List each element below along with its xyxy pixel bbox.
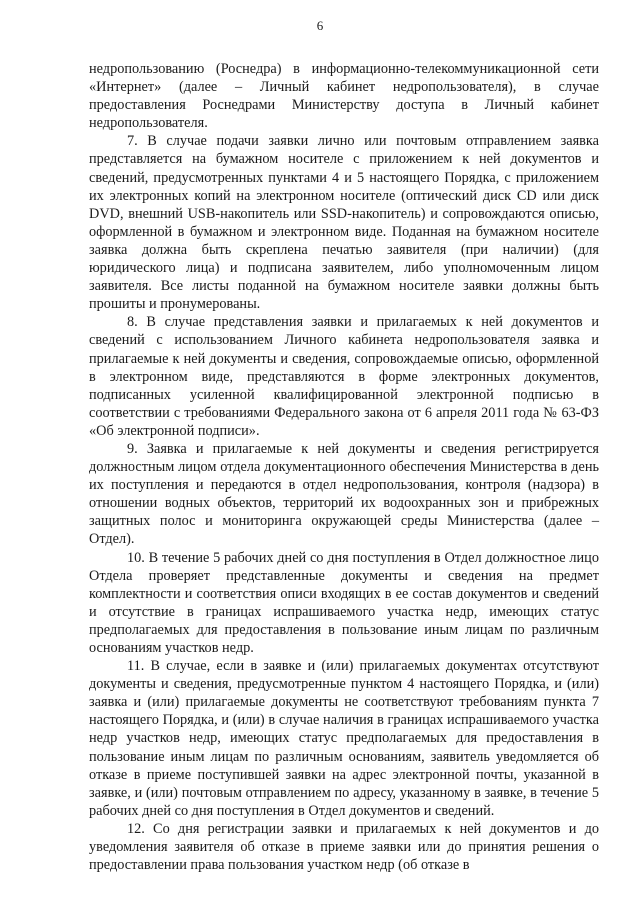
page-number: 6 (316, 18, 324, 33)
paragraph-continuation: недропользованию (Роснедра) в информационно-телекоммуникационной сети «Интернет» (далее – Личный кабинет недропользователя), в случае предоставления Роснедрами Министерству доступа в Личный кабинет недропользователя. (89, 61, 599, 132)
paragraph-item-9: 9. Заявка и прилагаемые к ней документы и сведения регистрируется должностным лицом отдела документационного обеспечения Министерства в день их поступления и передаются в отдел недропользования, контроля (надзора) в отношении водных объектов, территорий их водоохранных зон и прибрежных защитных полос и мониторинга окружающей среды Министерства (далее – Отдел). (89, 440, 599, 548)
paragraph-item-11: 11. В случае, если в заявке и (или) прилагаемых документах отсутствуют документы и сведения, предусмотренные пунктом 4 настоящего Порядка, и (или) заявка и (или) прилагаемые документы не соответствуют требованиям пункта 7 настоящего Порядка, и (или) в случае наличия в границах испрашиваемого участка недр участков недр, имеющих статус предполагаемых для предоставления в пользование иным лицам по различным основаниям, заявитель уведомляется об отказе в приеме поступившей заявки на адрес электронной почты, указанной в заявке, и (или) почтовым отправлением по адресу, указанному в заявке, в течение 5 рабочих дней со дня поступления в Отдел документов и сведений. (89, 658, 599, 819)
paragraph-item-8: 8. В случае представления заявки и прилагаемых к ней документов и сведений с использованием Личного кабинета недропользователя заявка и прилагаемые к ней документы и сведения, сопровождаемые описью, оформленной в электронном виде, представляются в форме электронных документов, подписанных усиленной квалифицированной электронной подписью в соответствии с требованиями Федерального закона от 6 апреля 2011 года № 63-ФЗ «Об электронной подписи». (89, 314, 599, 439)
document-body (89, 60, 599, 874)
paragraph-item-10: 10. В течение 5 рабочих дней со дня поступления в Отдел должностное лицо Отдела проверяет представленные документы и сведения на предмет комплектности и соответствия описи входящих в ее состав документов и сведений и отсутствие в границах испрашиваемого участка недр, имеющих статус предполагаемых для предоставления в пользование иным лицам по различным основаниям участков недр. (89, 549, 599, 656)
paragraph-item-12: 12. Со дня регистрации заявки и прилагаемых к ней документов и до уведомления заявителя об отказе в приеме заявки или до принятия решения о предоставлении права пользования участком недр (об отказе в (89, 820, 599, 874)
paragraph-item-7: 7. В случае подачи заявки лично или почтовым отправлением заявка представляется на бумажном носителе с приложением к ней документов и сведений, предусмотренных пунктами 4 и 5 настоящего Порядка, с приложением их электронных копий на электронном носителе (оптический диск CD или диск DVD, внешний USB-накопитель или SSD-накопитель) и сопровождаются описью, оформленной в бумажном и электронном виде. Поданная на бумажном носителе заявка должна быть скреплена печатью заявителя (при наличии) (для юридического лица) и подписана заявителем, либо уполномоченным лицом заявителя. Все листы поданной на бумажном носителе заявки должны быть прошиты и пронумерованы. (89, 133, 599, 313)
